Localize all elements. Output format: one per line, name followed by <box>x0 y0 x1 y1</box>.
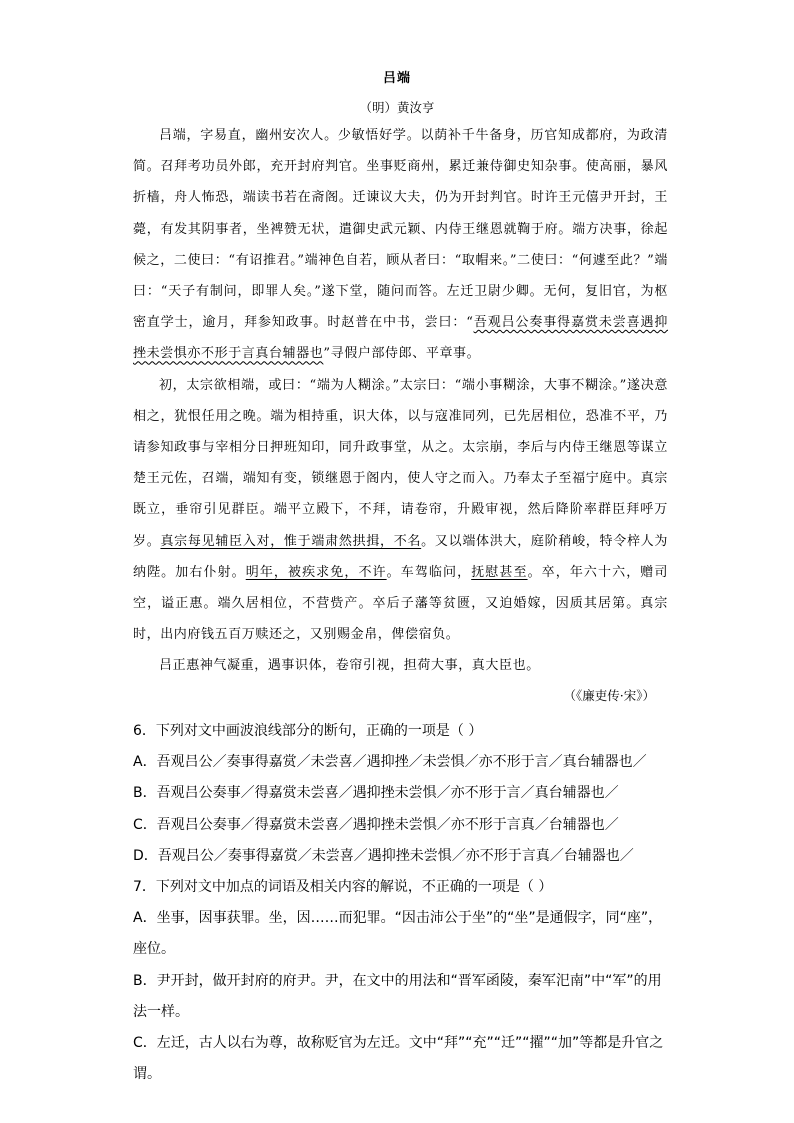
question-7-option-b: B．尹开封，做开封府的府尹。尹，在文中的用法和“晋军函陵，秦军汜南”中“军”的用法一样。 <box>133 972 662 1020</box>
question-6-option-a: A．吾观吕公／奏事得嘉赏／未尝喜／遇抑挫／未尝惧／亦不形于言／真台辅器也／ <box>133 754 647 771</box>
question-6-stem: 6．下列对文中画波浪线部分的断句，正确的一项是（ ） <box>133 723 483 739</box>
article-author: （明）黄汝亨 <box>359 100 435 115</box>
underlined-sentence-1: 真宗每见辅臣入对，惟于端肃然拱揖，不名 <box>160 533 422 549</box>
question-7-option-c: C．左迁，古人以右为尊，故称贬官为左迁。文中“拜”“充”“迁”“擢”“加”等都是升官之谓。 <box>133 1035 664 1083</box>
question-6-option-b: B．吾观吕公奏事／得嘉赏未尝喜／遇抑挫未尝惧／亦不形于言／真台辅器也／ <box>133 785 619 802</box>
question-7-stem: 7．下列对文中加点的词语及相关内容的解说，不正确的一项是（ ） <box>133 879 553 896</box>
underlined-sentence-3: 抚慰甚至 <box>471 564 528 580</box>
wavy-underlined-sentence: 吾观吕公奏事得嘉赏未尝喜遇抑挫未尝惧亦不形于言真台辅器也 <box>133 315 668 362</box>
paragraph-2-text-c: 。车驾临问， <box>386 564 472 580</box>
paragraph-1-text-b: ”寻假户部侍郎、平章事。 <box>323 346 481 362</box>
passage-paragraph-2 <box>133 370 668 651</box>
passage <box>133 120 668 682</box>
source-citation: （《廉吏传·宋》） <box>563 688 655 703</box>
question-7-option-a: A．坐事，因事获罪。坐，因……而犯罪。“因击沛公于坐”的“坐”是通假字，同“座”，座位。 <box>133 910 663 958</box>
article-title: 吕端 <box>382 71 411 86</box>
passage-paragraph-1 <box>133 120 668 370</box>
question-6-option-c: C．吾观吕公奏事／得嘉赏未尝喜／遇抑挫未尝惧／亦不形于言真／台辅器也／ <box>133 816 619 833</box>
paragraph-2-text-d: 。卒，年六十六，赠司空，谥正惠。端久居相位，不营赀产。卒后子藩等贫匮，又迫婚嫁，因质其居第。真宗时，出内府钱五百万赎还之，又别赐金帛，俾偿宿负。 <box>133 564 668 643</box>
passage-paragraph-3: 吕正惠神气凝重，遇事识体，卷帘引视，担荷大事，真大臣也。 <box>159 658 540 674</box>
paragraph-1-text-a: 吕端，字易直，幽州安次人。少敏悟好学。以荫补千牛备身，历官知成都府，为政清简。召拜考功员外郎，充开封府判官。坐事贬商州，累迁兼侍御史知杂事。使高丽，暴风折樯，舟人怖恐，端读书若在斋阁。迁谏议大夫，仍为开封判官。时许王元僖尹开封，王薨，有发其阴事者，坐裨赞无状，遣御史武元颖、内侍王继恩就鞫于府。端方决事，徐起候之，二使曰：“有诏推君。”端神色自若，顾从者曰：“取帽来。”二使曰：“何遽至此？”端曰：“天子有制问，即罪人矣。”遂下堂，随问而答。左迁卫尉少卿。无何，复旧官，为枢密直学士，逾月，拜参知政事。时赵普在中书，尝曰：“ <box>133 128 668 331</box>
paragraph-2-text-b: 。又以端体洪大，庭阶稍峻，特令梓人为纳陛。加右仆射。 <box>133 533 669 580</box>
paragraph-2-text-a: 初，太宗欲相端，或曰：“端为人糊涂。”太宗曰：“端小事糊涂，大事不糊涂。”遂决意相之，犹恨任用之晚。端为相持重，识大体，以与寇准同列，已先居相位，恐准不平，乃请参知政事与宰相分日押班知印，同升政事堂，从之。太宗崩，李后与内侍王继恩等谋立楚王元佐，召端，端知有变，锁继恩于阁内，使人守之而入。乃奉太子至福宁庭中。真宗既立，垂帘引见群臣。端平立殿下，不拜，请卷帘，升殿审视，然后降阶率群臣拜呼万岁。 <box>133 377 668 549</box>
underlined-sentence-2: 明年，被疾求免，不许 <box>245 564 387 580</box>
questions-section <box>133 716 668 1090</box>
question-6-option-d: D．吾观吕公／奏事得嘉赏／未尝喜／遇抑挫未尝惧／亦不形于言真／台辅器也／ <box>133 847 634 864</box>
